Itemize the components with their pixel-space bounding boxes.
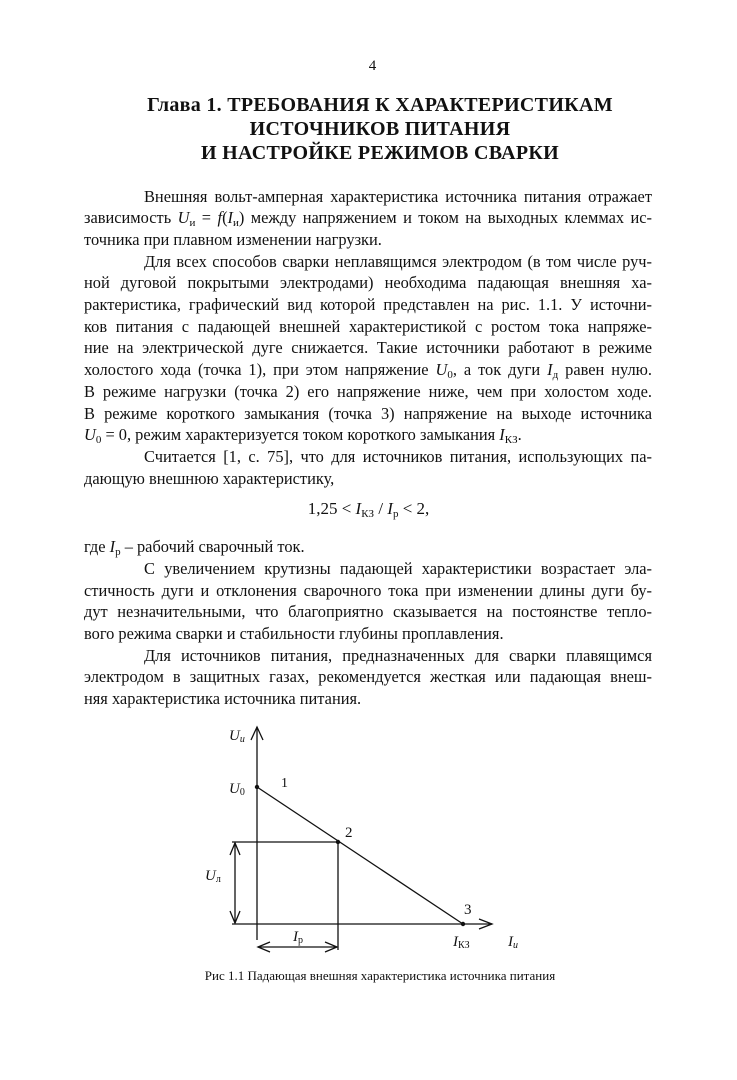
svg-text:Uи	[229, 728, 245, 745]
text-segment: где	[84, 537, 110, 556]
y-axis-label-sub: и	[239, 734, 245, 745]
formula-right: < 2,	[398, 499, 430, 518]
text-segment: д	[552, 369, 559, 381]
u0-label-sub: 0	[239, 787, 245, 798]
ip-label-sub: р	[298, 935, 303, 946]
text-segment: рактеристика, графический вид которой представлен на рис. 1.1. У источни-	[84, 295, 652, 314]
text-segment: (	[222, 208, 228, 227]
text-segment: Для источников питания, предназначенных для сварки плавящимся	[144, 646, 652, 665]
chapter-title-line-1: Глава 1. ТРЕБОВАНИЯ К ХАРАКТЕРИСТИКАМ	[147, 94, 613, 116]
u0-label: U	[229, 781, 240, 797]
ul-label-sub: л	[215, 874, 221, 885]
text-segment: U	[177, 208, 190, 227]
text-segment: = 0, режим характеризуется током короткого замыкания	[101, 425, 500, 444]
point-2-marker	[336, 840, 340, 844]
text-segment: ) между напряжением и током на выходных клеммах ис-	[238, 208, 652, 227]
text-segment: ков питания с падающей внешней характеристикой с ростом тока напряже-	[84, 317, 652, 336]
text-segment: I	[109, 537, 116, 556]
text-segment: КЗ	[504, 434, 518, 446]
text-segment: зависимость	[84, 208, 178, 227]
text-segment: равен нулю.	[558, 360, 653, 379]
text-segment: Внешняя вольт-амперная характеристика источника питания отражает	[144, 187, 652, 206]
figure-caption: Рис 1.1 Падающая внешняя характеристика источника питания	[204, 968, 556, 983]
text-segment: дут незначительными, что благоприятно сказывается на постоянстве тепло-	[84, 602, 652, 621]
text-segment: электродом в защитных газах, рекомендуется жесткая или падающая внеш-	[84, 667, 652, 686]
x-axis-label-sub: и	[513, 940, 518, 951]
text-segment: В режиме короткого замыкания (точка 3) напряжение на выходе источника	[84, 404, 652, 423]
ip-label: I	[293, 929, 298, 945]
formula-ikz-sub: КЗ	[361, 508, 375, 520]
text-segment: дающую внешнюю характеристику,	[84, 469, 335, 488]
text-segment: ной дуговой покрытыми электродами) необходима падающая внешняя ха-	[84, 273, 652, 292]
svg-text:Uл	[205, 868, 221, 885]
text-segment: U	[84, 425, 96, 444]
text-segment: и	[189, 217, 196, 229]
page-number: 4	[368, 58, 377, 74]
text-segment: U	[435, 360, 448, 379]
chapter-title-line-3: И НАСТРОЙКЕ РЕЖИМОВ СВАРКИ	[200, 142, 560, 164]
text-segment: , а ток дуги	[452, 360, 548, 379]
text-segment: стичность дуги и отклонения сварочного тока при изменении длины дуги бу-	[84, 581, 652, 600]
text-segment: I	[499, 425, 505, 444]
text-segment: =	[195, 208, 218, 227]
text-segment: – рабочий сварочный ток.	[120, 537, 305, 556]
text-segment: холостого хода (точка 1), при этом напряжение	[84, 360, 436, 379]
point-2-label: 2	[345, 825, 353, 841]
svg-text:Iр	[292, 929, 303, 946]
formula-ikz: I	[355, 499, 362, 518]
text-segment: .	[517, 425, 522, 444]
text-segment: Для всех способов сварки неплавящимся электродом (в том числе руч-	[144, 252, 652, 271]
x-axis-label: I	[508, 934, 513, 950]
text-segment: f	[217, 208, 223, 227]
text-segment: Считается [1, с. 75], что для источников питания, использующих па-	[144, 447, 652, 466]
y-axis-label: U	[229, 728, 240, 744]
text-segment: I	[227, 208, 233, 227]
formula-slash: /	[374, 499, 388, 518]
ikz-label: I	[453, 934, 458, 950]
ikz-label-sub: КЗ	[458, 940, 470, 951]
text-segment: В режиме нагрузки (точка 2) его напряжение ниже, чем при холостом ходе.	[84, 382, 652, 401]
formula-ip: I	[387, 499, 393, 518]
text-segment: 0	[447, 369, 453, 381]
ul-label: U	[205, 868, 216, 884]
characteristic-line	[257, 787, 463, 924]
chapter-title-line-2: ИСТОЧНИКОВ ПИТАНИЯ	[249, 118, 511, 140]
text-segment: и	[233, 217, 239, 229]
point-3-label: 3	[464, 902, 472, 918]
svg-text:IКЗ	[452, 934, 470, 951]
formula-left: 1,25 <	[307, 499, 356, 518]
formula-ip-sub: р	[392, 508, 399, 520]
text-segment: няя характеристика источника питания.	[84, 689, 362, 708]
text-segment: р	[115, 546, 121, 558]
text-segment: вого режима сварки и стабильности глубины проплавления.	[84, 624, 504, 643]
point-1-marker	[255, 785, 259, 789]
text-segment: ние на электрической дуге снижается. Такие источники работают в режиме	[84, 338, 652, 357]
svg-text:Iи	[507, 934, 518, 951]
svg-text:U0	[229, 781, 245, 798]
text-segment: 0	[95, 434, 102, 446]
point-1-label: 1	[281, 776, 288, 791]
text-segment: точника при плавном изменении нагрузки.	[84, 230, 382, 249]
text-segment: С увеличением крутизны падающей характеристики возрастает эла-	[144, 559, 652, 578]
point-3-marker	[461, 922, 465, 926]
text-segment: I	[547, 360, 553, 379]
